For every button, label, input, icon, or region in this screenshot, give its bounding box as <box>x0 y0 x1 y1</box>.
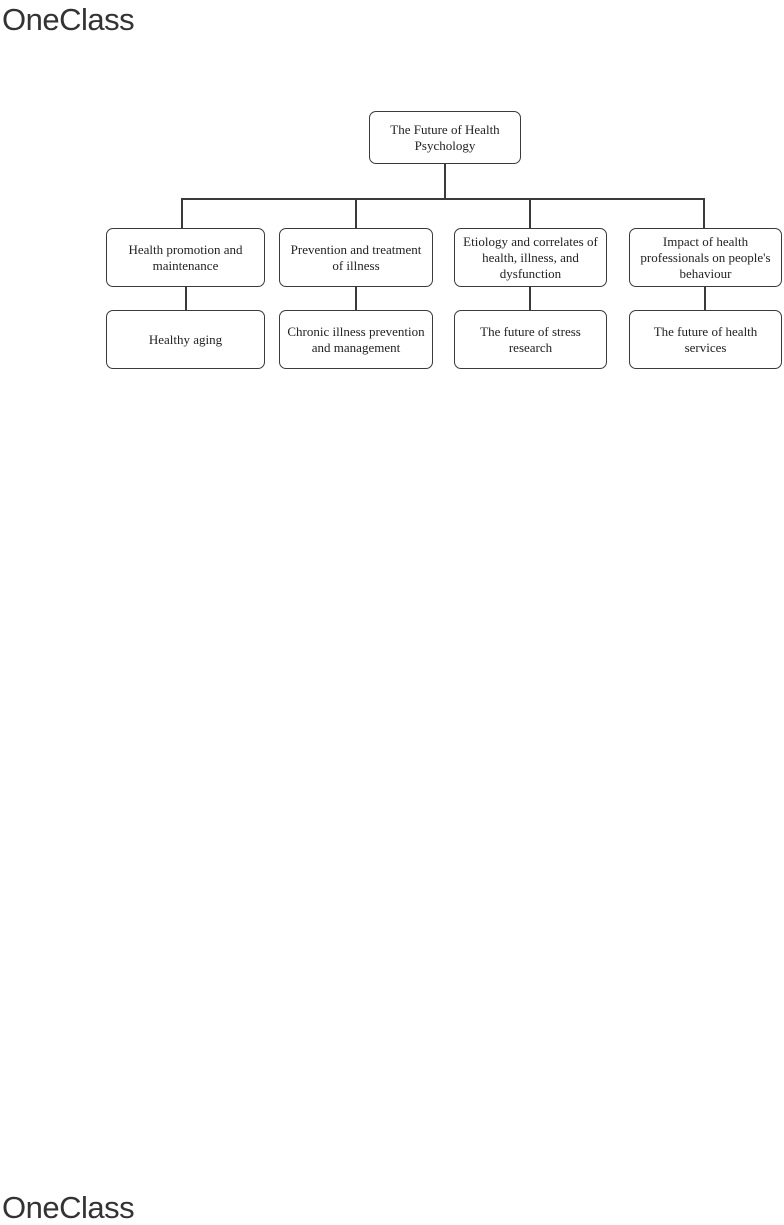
child-connector-1 <box>185 286 187 310</box>
root-label: The Future of Health Psychology <box>390 121 500 153</box>
branch-node-1 <box>106 228 265 287</box>
child-node-4 <box>629 310 782 369</box>
branch-connector-3 <box>529 198 531 228</box>
branch-connector-1 <box>181 198 183 228</box>
root-node <box>369 111 521 164</box>
child-node-1 <box>106 310 265 369</box>
logo-text-footer: OneClass <box>2 1190 135 1225</box>
child-label-4: The future of health services <box>653 323 758 355</box>
branch-node-3 <box>454 228 607 287</box>
child-label-2: Chronic illness prevention and management <box>287 323 425 355</box>
child-node-3 <box>454 310 607 369</box>
branch-label-3: Etiology and correlates of health, illness, and dysfunction <box>463 233 598 281</box>
branch-node-2 <box>279 228 433 287</box>
horizontal-connector <box>181 198 705 200</box>
child-connector-2 <box>355 286 357 310</box>
org-chart <box>0 0 784 400</box>
branch-connector-2 <box>355 198 357 228</box>
child-connector-3 <box>529 286 531 310</box>
child-label-3: The future of stress research <box>480 323 581 355</box>
branch-label-2: Prevention and treatment of illness <box>290 241 422 273</box>
child-label-1: Healthy aging <box>148 331 223 347</box>
branch-node-4 <box>629 228 782 287</box>
branch-connector-4 <box>703 198 705 228</box>
logo-text: OneClass <box>2 2 135 37</box>
oneclass-logo-footer <box>2 1192 134 1223</box>
branch-label-4: Impact of health professionals on people's behaviour <box>640 233 771 281</box>
child-node-2 <box>279 310 433 369</box>
branch-label-1: Health promotion and maintenance <box>128 241 243 273</box>
root-connector <box>444 163 446 199</box>
child-connector-4 <box>704 286 706 310</box>
